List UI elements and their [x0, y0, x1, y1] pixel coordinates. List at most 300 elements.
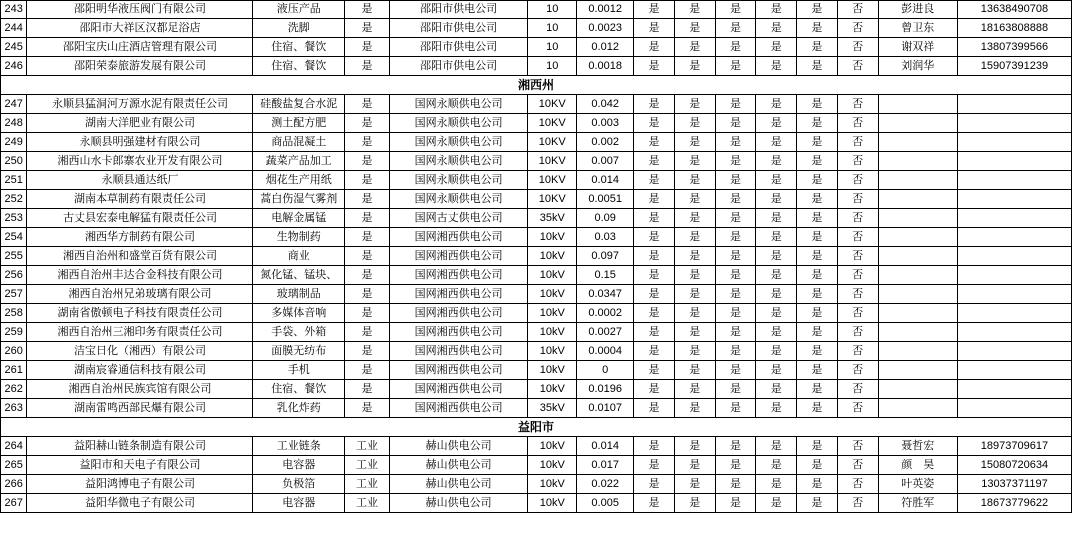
cell-supply: 赫山供电公司	[389, 456, 527, 475]
cell-name: 湖南省傲顿电子科技有限责任公司	[27, 304, 253, 323]
cell-product: 液压产品	[253, 1, 345, 19]
cell-phone	[957, 114, 1071, 133]
cell-c3: 是	[715, 456, 756, 475]
cell-no: 259	[1, 323, 27, 342]
cell-contact	[878, 266, 957, 285]
cell-product: 电容器	[253, 494, 345, 513]
cell-value: 0.005	[577, 494, 634, 513]
cell-product: 洗脚	[253, 19, 345, 38]
cell-contact	[878, 114, 957, 133]
cell-phone	[957, 380, 1071, 399]
cell-no: 258	[1, 304, 27, 323]
cell-c4: 是	[756, 285, 797, 304]
cell-industry: 是	[345, 95, 390, 114]
cell-c1: 是	[634, 380, 675, 399]
cell-c5: 是	[797, 38, 838, 57]
cell-volt: 10	[528, 1, 577, 19]
cell-c6: 否	[837, 19, 878, 38]
cell-contact	[878, 209, 957, 228]
cell-c4: 是	[756, 361, 797, 380]
cell-c6: 否	[837, 342, 878, 361]
cell-c3: 是	[715, 19, 756, 38]
cell-contact: 叶英姿	[878, 475, 957, 494]
cell-c4: 是	[756, 209, 797, 228]
cell-phone	[957, 304, 1071, 323]
cell-c5: 是	[797, 152, 838, 171]
cell-phone	[957, 95, 1071, 114]
cell-contact: 颜 昊	[878, 456, 957, 475]
cell-industry: 是	[345, 38, 390, 57]
cell-no: 246	[1, 57, 27, 76]
cell-product: 玻璃制品	[253, 285, 345, 304]
cell-c2: 是	[674, 190, 715, 209]
cell-volt: 10kV	[528, 475, 577, 494]
cell-c4: 是	[756, 228, 797, 247]
cell-phone: 18973709617	[957, 437, 1071, 456]
cell-c5: 是	[797, 304, 838, 323]
cell-contact: 谢双祥	[878, 38, 957, 57]
cell-c4: 是	[756, 304, 797, 323]
cell-c6: 否	[837, 95, 878, 114]
table-row[interactable]	[1, 152, 1072, 171]
cell-c5: 是	[797, 209, 838, 228]
cell-contact	[878, 133, 957, 152]
cell-industry: 是	[345, 399, 390, 418]
cell-c2: 是	[674, 380, 715, 399]
cell-value: 0.097	[577, 247, 634, 266]
cell-name: 湖南雷鸣西部民爆有限公司	[27, 399, 253, 418]
cell-phone: 13807399566	[957, 38, 1071, 57]
cell-c3: 是	[715, 304, 756, 323]
cell-supply: 国网古丈供电公司	[389, 209, 527, 228]
cell-c6: 否	[837, 247, 878, 266]
cell-c2: 是	[674, 95, 715, 114]
cell-volt: 10	[528, 19, 577, 38]
cell-c5: 是	[797, 133, 838, 152]
cell-supply: 国网永顺供电公司	[389, 171, 527, 190]
cell-contact	[878, 95, 957, 114]
cell-product: 负极箔	[253, 475, 345, 494]
cell-name: 洁宝日化（湘西）有限公司	[27, 342, 253, 361]
cell-product: 蒿白伤湿气雾剂	[253, 190, 345, 209]
table-row[interactable]	[1, 38, 1072, 57]
cell-c3: 是	[715, 95, 756, 114]
cell-no: 251	[1, 171, 27, 190]
cell-c1: 是	[634, 475, 675, 494]
cell-value: 0.022	[577, 475, 634, 494]
cell-c1: 是	[634, 342, 675, 361]
cell-product: 生物制药	[253, 228, 345, 247]
table-row[interactable]	[1, 304, 1072, 323]
cell-c6: 否	[837, 323, 878, 342]
cell-industry: 是	[345, 152, 390, 171]
table-row[interactable]	[1, 456, 1072, 475]
cell-supply: 国网湘西供电公司	[389, 380, 527, 399]
table-row[interactable]	[1, 475, 1072, 494]
cell-c3: 是	[715, 114, 756, 133]
table-row[interactable]	[1, 399, 1072, 418]
cell-contact	[878, 361, 957, 380]
cell-name: 益阳市和天电子有限公司	[27, 456, 253, 475]
cell-c1: 是	[634, 171, 675, 190]
cell-c6: 否	[837, 285, 878, 304]
cell-volt: 35kV	[528, 209, 577, 228]
cell-industry: 是	[345, 228, 390, 247]
cell-contact	[878, 152, 957, 171]
table-row[interactable]	[1, 133, 1072, 152]
cell-c6: 否	[837, 38, 878, 57]
cell-volt: 10kV	[528, 285, 577, 304]
cell-c6: 否	[837, 57, 878, 76]
cell-volt: 10kV	[528, 380, 577, 399]
cell-c1: 是	[634, 437, 675, 456]
cell-industry: 是	[345, 1, 390, 19]
cell-phone	[957, 266, 1071, 285]
cell-c2: 是	[674, 323, 715, 342]
table-row[interactable]	[1, 228, 1072, 247]
cell-c1: 是	[634, 133, 675, 152]
cell-c3: 是	[715, 38, 756, 57]
cell-value: 0.012	[577, 38, 634, 57]
cell-name: 湘西自治州三湘印务有限责任公司	[27, 323, 253, 342]
cell-supply: 国网永顺供电公司	[389, 133, 527, 152]
cell-product: 硅酸盐复合水泥	[253, 95, 345, 114]
cell-c3: 是	[715, 323, 756, 342]
cell-supply: 邵阳市供电公司	[389, 19, 527, 38]
cell-name: 永顺县猛洞河万源水泥有限责任公司	[27, 95, 253, 114]
cell-volt: 10kV	[528, 266, 577, 285]
table-row[interactable]	[1, 494, 1072, 513]
cell-c3: 是	[715, 494, 756, 513]
cell-c3: 是	[715, 152, 756, 171]
cell-value: 0.014	[577, 171, 634, 190]
cell-supply: 国网永顺供电公司	[389, 190, 527, 209]
table-row[interactable]	[1, 380, 1072, 399]
cell-c4: 是	[756, 247, 797, 266]
cell-no: 253	[1, 209, 27, 228]
cell-volt: 10KV	[528, 114, 577, 133]
cell-product: 电解金属锰	[253, 209, 345, 228]
cell-value: 0.0018	[577, 57, 634, 76]
cell-c1: 是	[634, 323, 675, 342]
cell-volt: 10kV	[528, 361, 577, 380]
cell-supply: 赫山供电公司	[389, 437, 527, 456]
cell-c1: 是	[634, 266, 675, 285]
table-row[interactable]	[1, 266, 1072, 285]
cell-value: 0.0012	[577, 1, 634, 19]
cell-name: 湘西自治州丰达合金科技有限公司	[27, 266, 253, 285]
cell-industry: 是	[345, 247, 390, 266]
cell-c6: 否	[837, 228, 878, 247]
cell-phone: 13037371197	[957, 475, 1071, 494]
cell-c1: 是	[634, 209, 675, 228]
table-row[interactable]	[1, 57, 1072, 76]
cell-value: 0.014	[577, 437, 634, 456]
cell-c1: 是	[634, 399, 675, 418]
cell-phone	[957, 152, 1071, 171]
cell-c5: 是	[797, 380, 838, 399]
cell-supply: 邵阳市供电公司	[389, 57, 527, 76]
cell-phone: 18163808888	[957, 19, 1071, 38]
cell-industry: 是	[345, 209, 390, 228]
cell-c6: 否	[837, 304, 878, 323]
cell-volt: 10KV	[528, 133, 577, 152]
cell-contact: 曾卫东	[878, 19, 957, 38]
cell-value: 0.15	[577, 266, 634, 285]
cell-c6: 否	[837, 152, 878, 171]
cell-c5: 是	[797, 95, 838, 114]
cell-c5: 是	[797, 57, 838, 76]
cell-industry: 是	[345, 190, 390, 209]
table-row[interactable]	[1, 1, 1072, 19]
cell-contact	[878, 247, 957, 266]
cell-name: 益阳华微电子有限公司	[27, 494, 253, 513]
cell-no: 261	[1, 361, 27, 380]
cell-volt: 10kV	[528, 228, 577, 247]
cell-c2: 是	[674, 19, 715, 38]
cell-product: 手袋、外箱	[253, 323, 345, 342]
cell-industry: 是	[345, 171, 390, 190]
cell-name: 邵阳荣泰旅游发展有限公司	[27, 57, 253, 76]
cell-value: 0.0196	[577, 380, 634, 399]
cell-contact	[878, 190, 957, 209]
cell-c2: 是	[674, 133, 715, 152]
cell-industry: 是	[345, 133, 390, 152]
cell-product: 测土配方肥	[253, 114, 345, 133]
cell-c6: 否	[837, 361, 878, 380]
cell-c1: 是	[634, 57, 675, 76]
cell-phone: 15080720634	[957, 456, 1071, 475]
cell-phone	[957, 247, 1071, 266]
cell-c5: 是	[797, 475, 838, 494]
cell-contact: 符胜军	[878, 494, 957, 513]
cell-phone	[957, 361, 1071, 380]
cell-c6: 否	[837, 266, 878, 285]
cell-volt: 10kV	[528, 437, 577, 456]
cell-industry: 是	[345, 323, 390, 342]
cell-c6: 否	[837, 475, 878, 494]
cell-c3: 是	[715, 57, 756, 76]
cell-supply: 国网湘西供电公司	[389, 247, 527, 266]
cell-value: 0.007	[577, 152, 634, 171]
cell-contact	[878, 171, 957, 190]
cell-c2: 是	[674, 456, 715, 475]
cell-name: 湖南本草制药有限责任公司	[27, 190, 253, 209]
table-row[interactable]	[1, 323, 1072, 342]
cell-contact: 刘润华	[878, 57, 957, 76]
cell-c5: 是	[797, 247, 838, 266]
cell-c3: 是	[715, 285, 756, 304]
cell-c3: 是	[715, 171, 756, 190]
cell-c2: 是	[674, 437, 715, 456]
cell-product: 商品混凝土	[253, 133, 345, 152]
cell-c1: 是	[634, 494, 675, 513]
cell-supply: 邵阳市供电公司	[389, 38, 527, 57]
cell-c5: 是	[797, 228, 838, 247]
cell-c2: 是	[674, 342, 715, 361]
cell-product: 电容器	[253, 456, 345, 475]
cell-no: 256	[1, 266, 27, 285]
cell-phone	[957, 285, 1071, 304]
cell-c6: 否	[837, 133, 878, 152]
cell-c4: 是	[756, 152, 797, 171]
table-row[interactable]	[1, 361, 1072, 380]
cell-volt: 10kV	[528, 323, 577, 342]
cell-c2: 是	[674, 475, 715, 494]
cell-industry: 是	[345, 266, 390, 285]
cell-supply: 邵阳市供电公司	[389, 1, 527, 19]
cell-product: 面膜无纺布	[253, 342, 345, 361]
cell-c2: 是	[674, 57, 715, 76]
cell-c3: 是	[715, 190, 756, 209]
table-row[interactable]	[1, 342, 1072, 361]
cell-c3: 是	[715, 247, 756, 266]
cell-supply: 赫山供电公司	[389, 475, 527, 494]
cell-c2: 是	[674, 285, 715, 304]
cell-c5: 是	[797, 190, 838, 209]
cell-c6: 否	[837, 437, 878, 456]
cell-contact	[878, 342, 957, 361]
section-title: 益阳市	[1, 418, 1072, 437]
cell-no: 264	[1, 437, 27, 456]
cell-c4: 是	[756, 95, 797, 114]
cell-supply: 国网湘西供电公司	[389, 304, 527, 323]
cell-c3: 是	[715, 437, 756, 456]
table-row[interactable]	[1, 171, 1072, 190]
cell-industry: 工业	[345, 456, 390, 475]
cell-product: 烟花生产用纸	[253, 171, 345, 190]
cell-c4: 是	[756, 190, 797, 209]
cell-c6: 否	[837, 399, 878, 418]
cell-c4: 是	[756, 437, 797, 456]
cell-phone	[957, 399, 1071, 418]
cell-value: 0.0023	[577, 19, 634, 38]
table-row[interactable]	[1, 247, 1072, 266]
cell-phone: 15907391239	[957, 57, 1071, 76]
cell-c6: 否	[837, 114, 878, 133]
cell-no: 266	[1, 475, 27, 494]
cell-no: 262	[1, 380, 27, 399]
cell-volt: 10KV	[528, 95, 577, 114]
cell-supply: 国网永顺供电公司	[389, 95, 527, 114]
section-header-row	[1, 76, 1072, 95]
cell-value: 0.003	[577, 114, 634, 133]
cell-c1: 是	[634, 38, 675, 57]
cell-volt: 10	[528, 38, 577, 57]
cell-c2: 是	[674, 361, 715, 380]
cell-value: 0.03	[577, 228, 634, 247]
cell-name: 益阳赫山链条制造有限公司	[27, 437, 253, 456]
cell-volt: 35kV	[528, 399, 577, 418]
cell-name: 永顺县通达纸厂	[27, 171, 253, 190]
cell-name: 邵阳宝庆山庄酒店管理有限公司	[27, 38, 253, 57]
cell-c4: 是	[756, 19, 797, 38]
cell-volt: 10KV	[528, 190, 577, 209]
cell-c6: 否	[837, 209, 878, 228]
cell-c2: 是	[674, 494, 715, 513]
table-row[interactable]	[1, 114, 1072, 133]
cell-c5: 是	[797, 437, 838, 456]
table-row[interactable]	[1, 19, 1072, 38]
cell-c2: 是	[674, 38, 715, 57]
cell-phone	[957, 171, 1071, 190]
cell-volt: 10KV	[528, 171, 577, 190]
table-row[interactable]	[1, 285, 1072, 304]
table-row[interactable]	[1, 437, 1072, 456]
cell-c2: 是	[674, 152, 715, 171]
cell-value: 0.0347	[577, 285, 634, 304]
cell-contact: 彭进良	[878, 1, 957, 19]
cell-c1: 是	[634, 152, 675, 171]
cell-product: 住宿、餐饮	[253, 57, 345, 76]
cell-supply: 国网湘西供电公司	[389, 399, 527, 418]
table-row[interactable]	[1, 95, 1072, 114]
cell-c3: 是	[715, 1, 756, 19]
cell-c4: 是	[756, 475, 797, 494]
cell-phone	[957, 190, 1071, 209]
cell-product: 手机	[253, 361, 345, 380]
cell-c1: 是	[634, 190, 675, 209]
cell-phone: 13638490708	[957, 1, 1071, 19]
cell-value: 0.09	[577, 209, 634, 228]
cell-supply: 国网湘西供电公司	[389, 323, 527, 342]
cell-c5: 是	[797, 285, 838, 304]
cell-name: 永顺县明强建材有限公司	[27, 133, 253, 152]
cell-c1: 是	[634, 1, 675, 19]
cell-c5: 是	[797, 323, 838, 342]
cell-c2: 是	[674, 399, 715, 418]
cell-industry: 是	[345, 19, 390, 38]
cell-value: 0.0051	[577, 190, 634, 209]
cell-value: 0.0004	[577, 342, 634, 361]
cell-name: 益阳鸿博电子有限公司	[27, 475, 253, 494]
cell-c5: 是	[797, 456, 838, 475]
cell-name: 湘西山水卡郎寨农业开发有限公司	[27, 152, 253, 171]
cell-no: 257	[1, 285, 27, 304]
cell-c4: 是	[756, 57, 797, 76]
cell-c1: 是	[634, 456, 675, 475]
cell-c3: 是	[715, 342, 756, 361]
cell-c4: 是	[756, 133, 797, 152]
table-row[interactable]	[1, 190, 1072, 209]
cell-phone	[957, 209, 1071, 228]
cell-supply: 国网湘西供电公司	[389, 361, 527, 380]
cell-name: 湘西自治州兄弟玻璃有限公司	[27, 285, 253, 304]
cell-contact	[878, 228, 957, 247]
table-row[interactable]	[1, 209, 1072, 228]
cell-c5: 是	[797, 342, 838, 361]
cell-no: 265	[1, 456, 27, 475]
cell-c2: 是	[674, 171, 715, 190]
cell-phone: 18673779622	[957, 494, 1071, 513]
cell-c3: 是	[715, 209, 756, 228]
cell-phone	[957, 323, 1071, 342]
cell-c2: 是	[674, 1, 715, 19]
cell-no: 249	[1, 133, 27, 152]
cell-c4: 是	[756, 1, 797, 19]
cell-name: 湖南宸睿通信科技有限公司	[27, 361, 253, 380]
cell-product: 氮化锰、锰块、	[253, 266, 345, 285]
cell-c5: 是	[797, 361, 838, 380]
cell-c1: 是	[634, 114, 675, 133]
cell-name: 湘西华方制药有限公司	[27, 228, 253, 247]
cell-product: 多媒体音响	[253, 304, 345, 323]
cell-no: 245	[1, 38, 27, 57]
cell-no: 267	[1, 494, 27, 513]
cell-value: 0.017	[577, 456, 634, 475]
cell-no: 255	[1, 247, 27, 266]
cell-product: 住宿、餐饮	[253, 380, 345, 399]
